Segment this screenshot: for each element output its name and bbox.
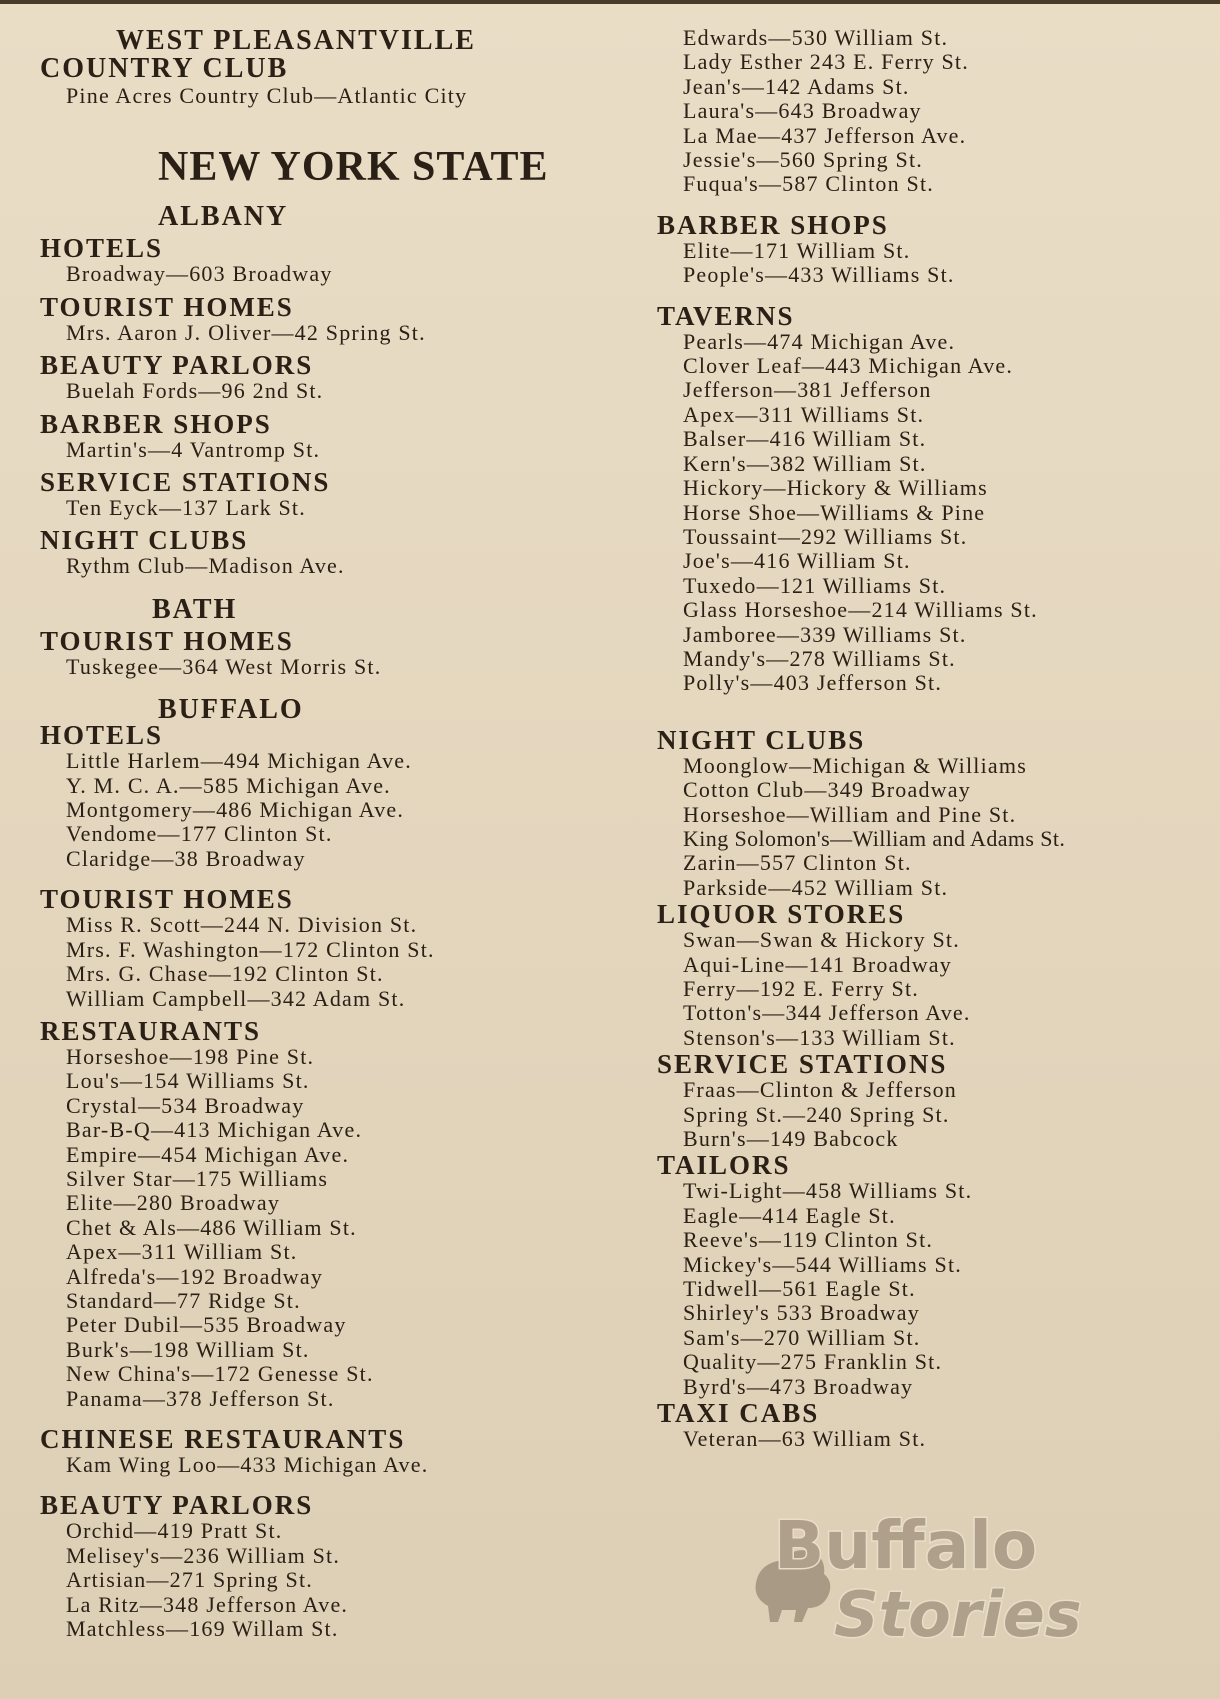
listing: Glass Horseshoe—214 Williams St.	[683, 597, 1038, 623]
club-title-line1: WEST PLEASANTVILLE	[116, 25, 476, 56]
listing: Little Harlem—494 Michigan Ave.	[66, 748, 412, 774]
logo-text-stories: Stories	[834, 1578, 1082, 1646]
listing: Balser—416 William St.	[683, 426, 927, 452]
club-title-line2: COUNTRY CLUB	[40, 53, 289, 84]
listing: Crystal—534 Broadway	[66, 1092, 305, 1118]
listing: Alfreda's—192 Broadway	[66, 1263, 324, 1289]
listing: Melisey's—236 William St.	[66, 1542, 341, 1568]
listing: Shirley's 533 Broadway	[683, 1300, 920, 1326]
category-heading: BEAUTY PARLORS	[40, 350, 314, 381]
city-albany: ALBANY	[158, 201, 289, 233]
listing: Toussaint—292 Williams St.	[683, 523, 968, 549]
listing: Aqui-Line—141 Broadway	[683, 951, 952, 977]
listing: Buelah Fords—96 2nd St.	[66, 378, 324, 404]
listing: Ferry—192 E. Ferry St.	[683, 976, 919, 1001]
category-heading: TOURIST HOMES	[40, 291, 294, 322]
listing: Cotton Club—349 Broadway	[683, 777, 971, 803]
listing: Jessie's—560 Spring St.	[683, 147, 923, 173]
listing: Matchless—169 Willam St.	[66, 1616, 339, 1642]
category-heading: LIQUOR STORES	[657, 899, 906, 930]
club-listing: Pine Acres Country Club—Atlantic City	[66, 83, 468, 108]
city-bath: BATH	[152, 593, 238, 625]
category-heading: TAVERNS	[657, 300, 795, 331]
listing: Mickey's—544 Williams St.	[683, 1251, 962, 1277]
listing: Laura's—643 Broadway	[683, 98, 922, 124]
listing: Lou's—154 Williams St.	[66, 1068, 310, 1094]
listing: Chet & Als—486 William St.	[66, 1214, 357, 1240]
city-buffalo: BUFFALO	[158, 694, 304, 726]
listing: Apex—311 William St.	[66, 1239, 298, 1265]
listing: Mandy's—278 Williams St.	[683, 645, 956, 671]
listing: Tuskegee—364 West Morris St.	[66, 653, 382, 679]
listing: Orchid—419 Pratt St.	[66, 1518, 283, 1544]
listing: Tidwell—561 Eagle St.	[683, 1276, 916, 1302]
listing: New China's—172 Genesse St.	[66, 1361, 374, 1387]
buffalo-stories-logo	[738, 1496, 1118, 1646]
category-heading: BEAUTY PARLORS	[40, 1490, 314, 1521]
top-border	[0, 0, 1220, 4]
listing: Edwards—530 William St.	[683, 25, 949, 50]
listing: Sam's—270 William St.	[683, 1324, 921, 1350]
listing: Hickory—Hickory & Williams	[683, 475, 988, 501]
listing: Empire—454 Michigan Ave.	[66, 1141, 350, 1167]
listing: Horseshoe—William and Pine St.	[683, 801, 1017, 827]
listing: Kern's—382 William St.	[683, 450, 927, 476]
listing: Fuqua's—587 Clinton St.	[683, 171, 934, 197]
listing: Jean's—142 Adams St.	[683, 73, 910, 99]
listing: Bar-B-Q—413 Michigan Ave.	[66, 1117, 363, 1143]
category-heading: TOURIST HOMES	[40, 625, 294, 656]
listing: Swan—Swan & Hickory St.	[683, 927, 960, 953]
logo-text-buffalo: Buffalo	[774, 1507, 1038, 1584]
listing: Horseshoe—198 Pine St.	[66, 1043, 315, 1069]
listing: Horse Shoe—Williams & Pine	[683, 499, 986, 525]
listing: Artisian—271 Spring St.	[66, 1567, 313, 1593]
listing: Mrs. G. Chase—192 Clinton St.	[66, 961, 384, 987]
listing: Peter Dubil—535 Broadway	[66, 1312, 347, 1338]
listing: William Campbell—342 Adam St.	[66, 985, 406, 1011]
listing: King Solomon's—William and Adams St.	[683, 825, 1066, 851]
listing: People's—433 Williams St.	[683, 262, 955, 288]
listing: Burk's—198 William St.	[66, 1336, 310, 1362]
listing: Montgomery—486 Michigan Ave.	[66, 797, 405, 823]
category-heading: BARBER SHOPS	[657, 209, 889, 240]
listing: La Ritz—348 Jefferson Ave.	[66, 1591, 349, 1617]
listing: Twi-Light—458 Williams St.	[683, 1178, 973, 1204]
listing: Byrd's—473 Broadway	[683, 1373, 914, 1399]
category-heading: SERVICE STATIONS	[40, 467, 331, 498]
listing: Elite—171 William St.	[683, 237, 911, 263]
listing: Martin's—4 Vantromp St.	[66, 436, 321, 462]
listing: Apex—311 Williams St.	[683, 401, 925, 427]
category-heading: TAXI CABS	[657, 1398, 820, 1429]
listing: Fraas—Clinton & Jefferson	[683, 1077, 958, 1103]
listing: Mrs. Aaron J. Oliver—42 Spring St.	[66, 319, 426, 345]
listing: Panama—378 Jefferson St.	[66, 1385, 335, 1411]
listing: La Mae—437 Jefferson Ave.	[683, 122, 967, 148]
listing: Standard—77 Ridge St.	[66, 1287, 301, 1313]
listing: Vendome—177 Clinton St.	[66, 821, 333, 847]
listing: Totton's—344 Jefferson Ave.	[683, 1000, 971, 1026]
listing: Ten Eyck—137 Lark St.	[66, 495, 306, 521]
listing: Clover Leaf—443 Michigan Ave.	[683, 353, 1014, 379]
listing: Jefferson—381 Jefferson	[683, 377, 932, 403]
category-heading: CHINESE RESTAURANTS	[40, 1424, 406, 1454]
right-column	[657, 26, 1217, 1452]
listing: Pearls—474 Michigan Ave.	[683, 328, 956, 354]
listing: Lady Esther 243 E. Ferry St.	[683, 49, 969, 75]
listing: Claridge—38 Broadway	[66, 845, 306, 871]
listing: Reeve's—119 Clinton St.	[683, 1227, 934, 1253]
listing: Zarin—557 Clinton St.	[683, 850, 912, 876]
listing: Mrs. F. Washington—172 Clinton St.	[66, 936, 435, 962]
listing: Broadway—603 Broadway	[66, 261, 333, 287]
state-title: NEW YORK STATE	[158, 144, 549, 191]
listing: Y. M. C. A.—585 Michigan Ave.	[66, 772, 391, 798]
category-heading: NIGHT CLUBS	[40, 525, 249, 556]
category-heading: BARBER SHOPS	[40, 408, 272, 439]
category-heading: NIGHT CLUBS	[657, 724, 866, 755]
listing: Jamboree—339 Williams St.	[683, 621, 967, 647]
listing: Stenson's—133 William St.	[683, 1024, 956, 1050]
listing: Veteran—63 William St.	[683, 1426, 927, 1452]
listing: Kam Wing Loo—433 Michigan Ave.	[66, 1452, 429, 1477]
listing: Eagle—414 Eagle St.	[683, 1202, 896, 1228]
listing: Parkside—452 William St.	[683, 874, 949, 900]
listing: Quality—275 Franklin St.	[683, 1349, 943, 1375]
listing: Polly's—403 Jefferson St.	[683, 670, 943, 696]
category-heading: SERVICE STATIONS	[657, 1049, 948, 1080]
listing: Miss R. Scott—244 N. Division St.	[66, 912, 418, 938]
listing: Joe's—416 William St.	[683, 548, 911, 574]
listing: Moonglow—Michigan & Williams	[683, 752, 1027, 778]
listing: Elite—280 Broadway	[66, 1190, 281, 1216]
category-heading: HOTELS	[40, 720, 164, 751]
listing: Silver Star—175 Williams	[66, 1165, 329, 1191]
listing: Burn's—149 Babcock	[683, 1126, 899, 1152]
category-heading: TAILORS	[657, 1150, 791, 1181]
category-heading: HOTELS	[40, 233, 164, 264]
category-heading: RESTAURANTS	[40, 1015, 262, 1046]
left-column	[40, 26, 640, 1641]
category-heading: TOURIST HOMES	[40, 884, 294, 915]
listing: Rythm Club—Madison Ave.	[66, 553, 345, 579]
listing: Spring St.—240 Spring St.	[683, 1101, 950, 1127]
listing: Tuxedo—121 Williams St.	[683, 572, 947, 598]
